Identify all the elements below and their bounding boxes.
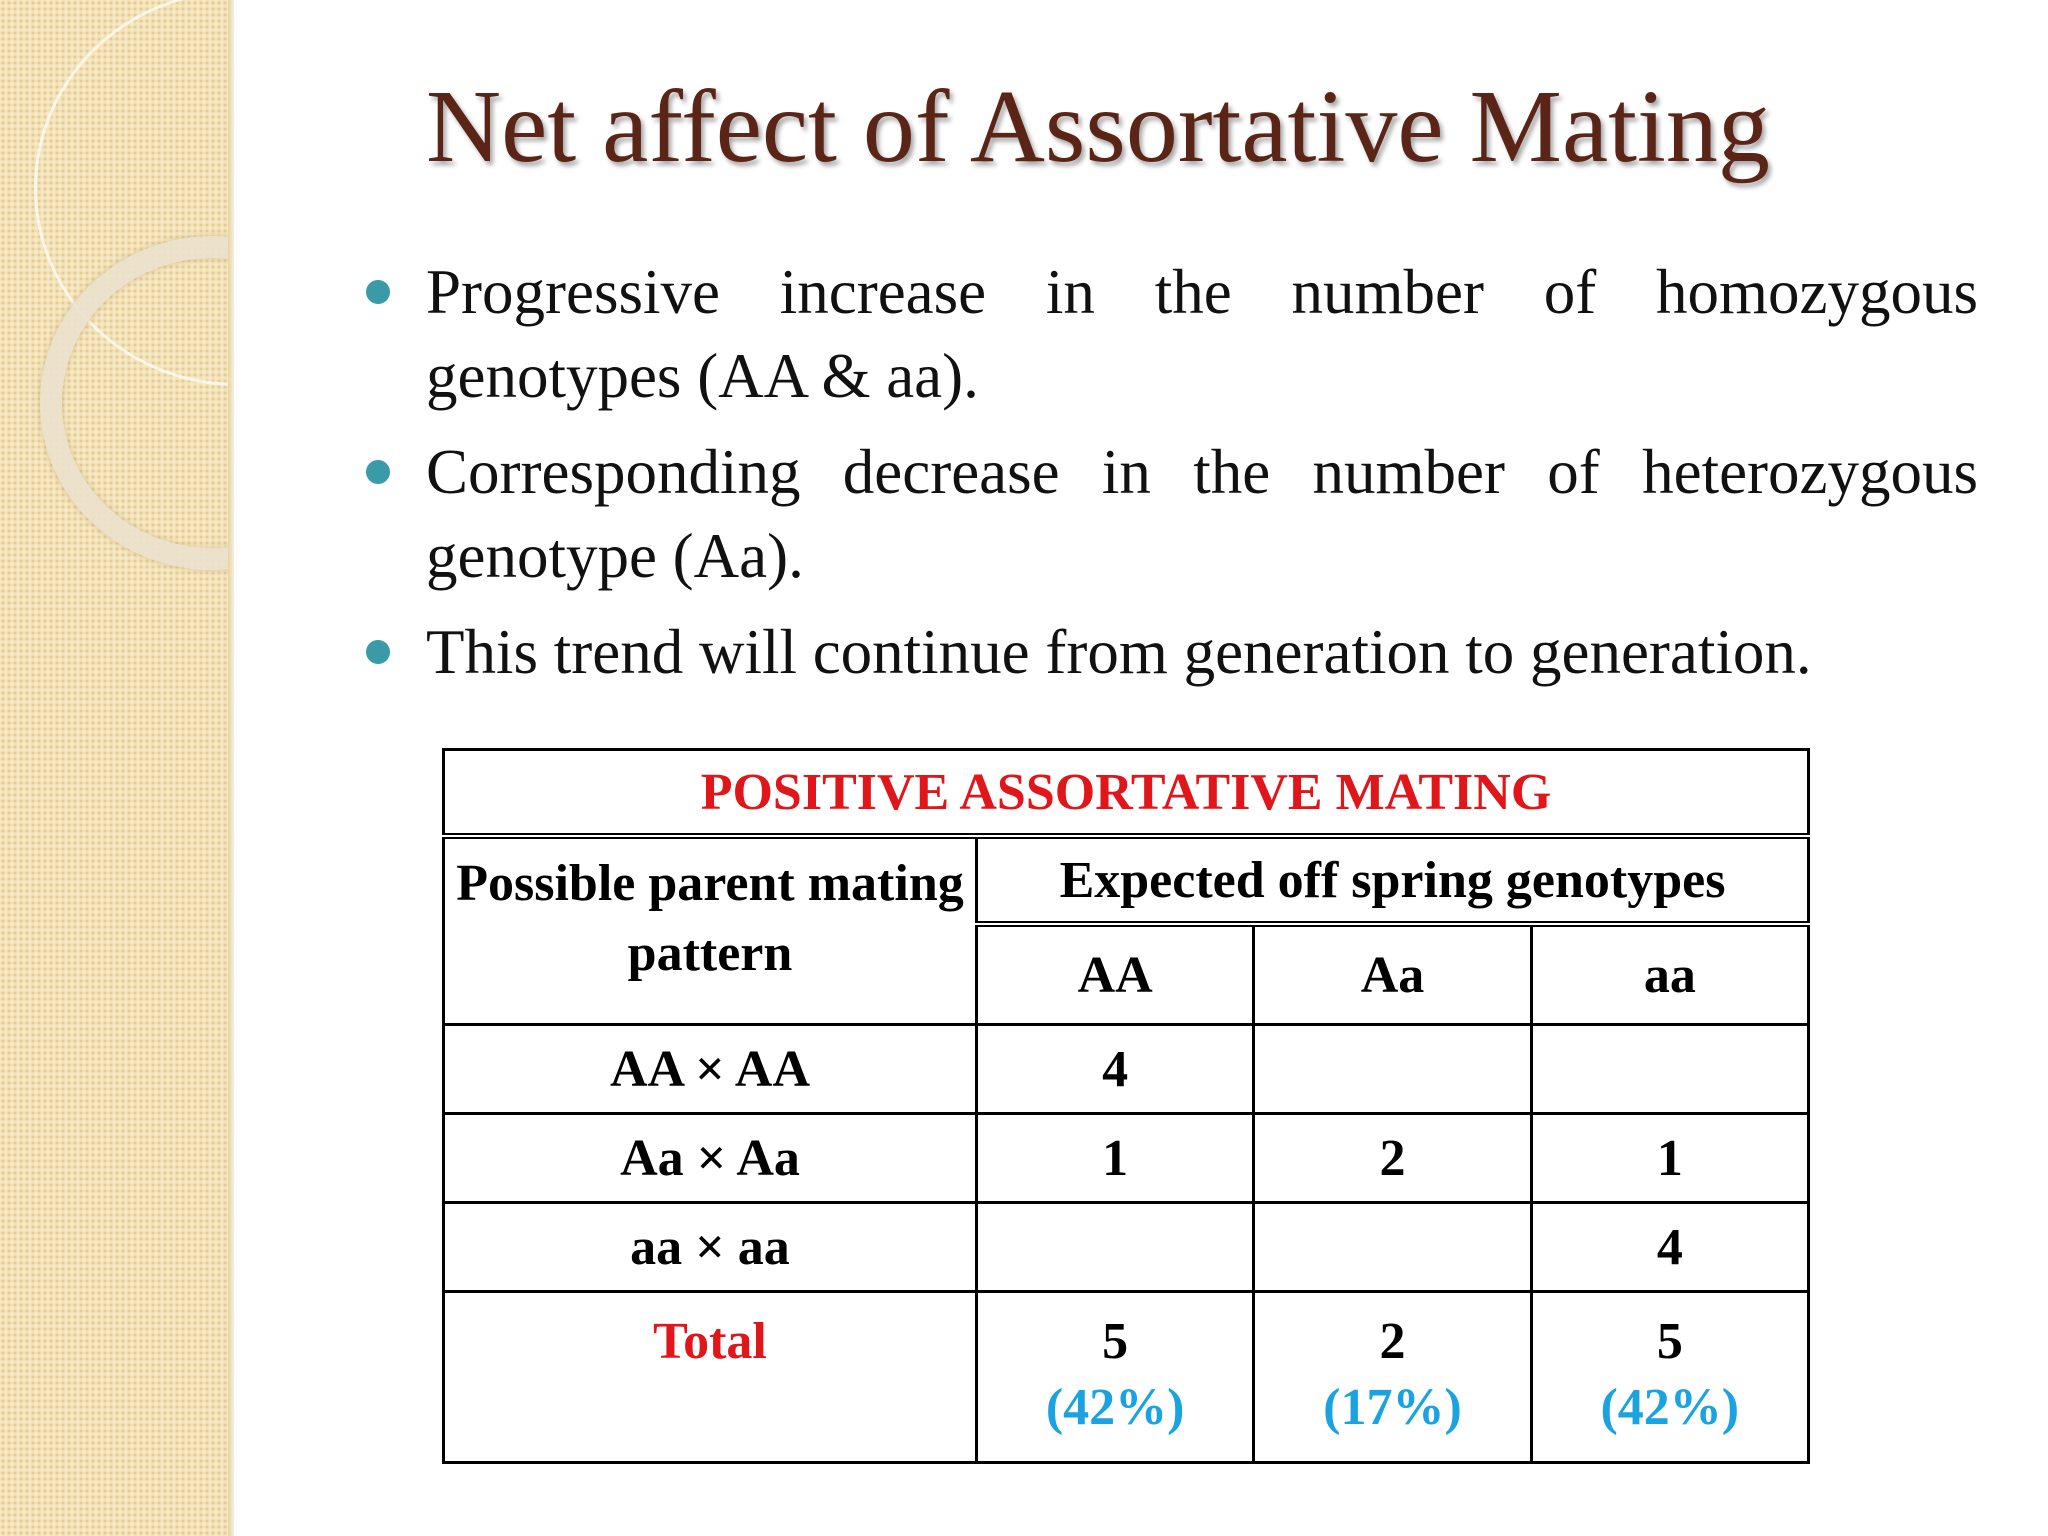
count-cell-Aa: 2 (1254, 1114, 1531, 1203)
total-percent-AA: (42%) (1045, 1379, 1185, 1436)
total-cell-AA (977, 1292, 1254, 1463)
count-cell-AA: 4 (977, 1025, 1254, 1114)
bullet-dot-icon (366, 460, 390, 484)
side-strip-edge (228, 0, 234, 1536)
table-caption: POSITIVE ASSORTATIVE MATING (444, 750, 1809, 837)
total-label: Total (444, 1292, 977, 1463)
assortative-mating-table (442, 748, 1810, 1464)
bullet-dot-icon (366, 640, 390, 664)
bullet-item (426, 430, 1978, 598)
bullet-item (426, 250, 1978, 418)
bullet-list (426, 250, 1978, 706)
table-row (444, 1025, 1809, 1114)
mating-pattern-cell: Aa × Aa (444, 1114, 977, 1203)
count-cell-Aa (1254, 1025, 1531, 1114)
count-cell-aa (1531, 1025, 1808, 1114)
bullet-text: Progressive increase in the number of homozygous genotypes (AA & aa). (426, 257, 1978, 411)
header-expected-genotypes: Expected off spring genotypes (977, 836, 1809, 924)
header-genotype-aa: aa (1531, 924, 1808, 1025)
total-percent-aa: (42%) (1600, 1379, 1740, 1436)
count-cell-AA: 1 (977, 1114, 1254, 1203)
table-caption-row (444, 750, 1809, 837)
table-header-row (444, 836, 1809, 924)
total-percent-Aa: (17%) (1323, 1379, 1462, 1436)
bullet-text: This trend will continue from generation to generation. (426, 617, 1812, 687)
total-count-Aa: 2 (1379, 1313, 1406, 1370)
total-cell-aa (1531, 1292, 1808, 1463)
table-total-row (444, 1292, 1809, 1463)
bullet-item (426, 610, 1978, 694)
header-genotype-AA: AA (977, 924, 1254, 1025)
count-cell-AA (977, 1203, 1254, 1292)
bullet-text: Corresponding decrease in the number of heterozygous genotype (Aa). (426, 437, 1978, 591)
count-cell-aa: 1 (1531, 1114, 1808, 1203)
mating-pattern-cell: aa × aa (444, 1203, 977, 1292)
bullet-dot-icon (366, 280, 390, 304)
decorative-side-strip (0, 0, 228, 1536)
header-parent-pattern: Possible parent mating pattern (444, 836, 977, 1025)
header-genotype-Aa: Aa (1254, 924, 1531, 1025)
count-cell-aa: 4 (1531, 1203, 1808, 1292)
table-row (444, 1114, 1809, 1203)
total-count-AA: 5 (1102, 1313, 1129, 1370)
total-count-aa: 5 (1656, 1313, 1683, 1370)
mating-pattern-cell: AA × AA (444, 1025, 977, 1114)
count-cell-Aa (1254, 1203, 1531, 1292)
slide-title: Net affect of Assortative Mating (426, 69, 1770, 184)
total-cell-Aa (1254, 1292, 1531, 1463)
table-row (444, 1203, 1809, 1292)
